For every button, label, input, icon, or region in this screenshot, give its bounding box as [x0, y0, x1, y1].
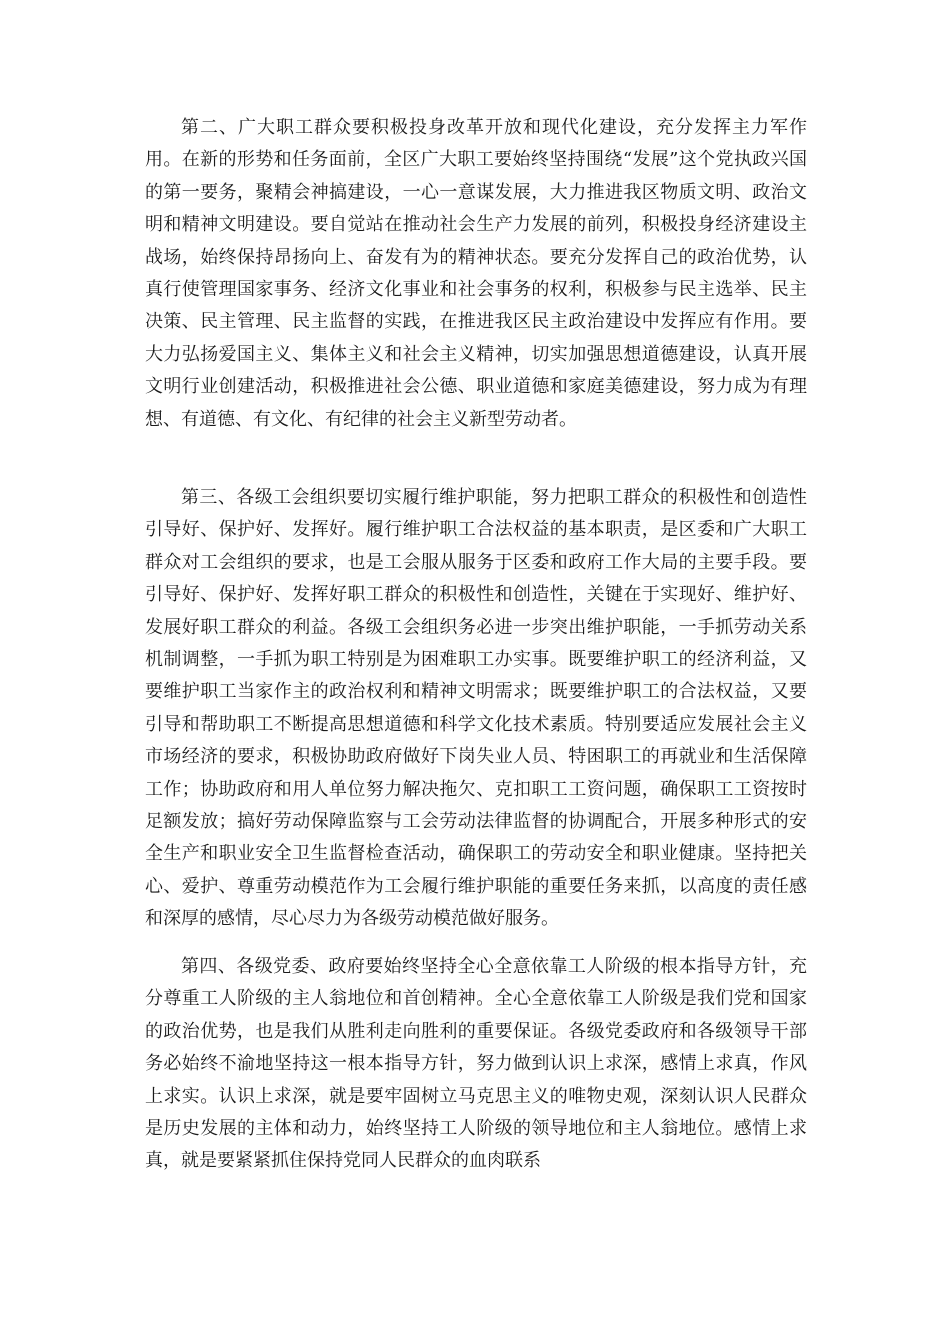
- paragraph-fourth: 第四、各级党委、政府要始终坚持全心全意依靠工人阶级的根本指导方针，充分尊重工人阶级的主人翁地位和首创精神。全心全意依靠工人阶级是我们党和国家的政治优势，也是我们从胜利走向胜利的重要保证。各级党委政府和各级领导干部务必始终不渝地坚持这一根本指导方针，努力做到认识上求深，感情上求真，作风上求实。认识上求深，就是要牢固树立马克思主义的唯物史观，深刻认识人民群众是历史发展的主体和动力，始终坚持工人阶级的领导地位和主人翁地位。感情上求真，就是要紧紧抓住保持党同人民群众的血肉联系: [145, 956, 807, 1172]
- paragraph-third: 第三、各级工会组织要切实履行维护职能，努力把职工群众的积极性和创造性引导好、保护好、发挥好。履行维护职工合法权益的基本职责，是区委和广大职工群众对工会组织的要求，也是工会服从服务于区委和政府工作大局的主要手段。要引导好、保护好、发挥好职工群众的积极性和创造性，关键在于实现好、维护好、发展好职工群众的利益。各级工会组织务必进一步突出维护职能，一手抓劳动关系机制调整，一手抓为职工特别是为困难职工办实事。既要维护职工的经济利益，又要维护职工当家作主的政治权利和精神文明需求；既要维护职工的合法权益，又要引导和帮助职工不断提高思想道德和科学文化技术素质。特别要适应发展社会主义市场经济的要求，积极协助政府做好下岗失业人员、特困职工的再就业和生活保障工作；协助政府和用人单位努力解决拖欠、克扣职工工资问题，确保职工工资按时足额发放；搞好劳动保障监察与工会劳动法律监督的协调配合，开展多种形式的安全生产和职业安全卫生监督检查活动，确保职工的劳动安全和职业健康。坚持把关心、爱护、尊重劳动模范作为工会履行维护职能的重要任务来抓，以高度的责任感和深厚的感情，尽心尽力为各级劳动模范做好服务。: [145, 487, 807, 930]
- paragraph-second: 第二、广大职工群众要积极投身改革开放和现代化建设，充分发挥主力军作用。在新的形势和任务面前，全区广大职工要始终坚持围绕“发展”这个党执政兴国的第一要务，聚精会神搞建设，一心一意谋发展，大力推进我区物质文明、政治文明和精神文明建设。要自觉站在推动社会生产力发展的前列，积极投身经济建设主战场，始终保持昂扬向上、奋发有为的精神状态。要充分发挥自己的政治优势，认真行使管理国家事务、经济文化事业和社会事务的权利，积极参与民主选举、民主决策、民主管理、民主监督的实践，在推进我区民主政治建设中发挥应有作用。要大力弘扬爱国主义、集体主义和社会主义精神，切实加强思想道德建设，认真开展文明行业创建活动，积极推进社会公德、职业道德和家庭美德建设，努力成为有理想、有道德、有文化、有纪律的社会主义新型劳动者。: [145, 117, 807, 430]
